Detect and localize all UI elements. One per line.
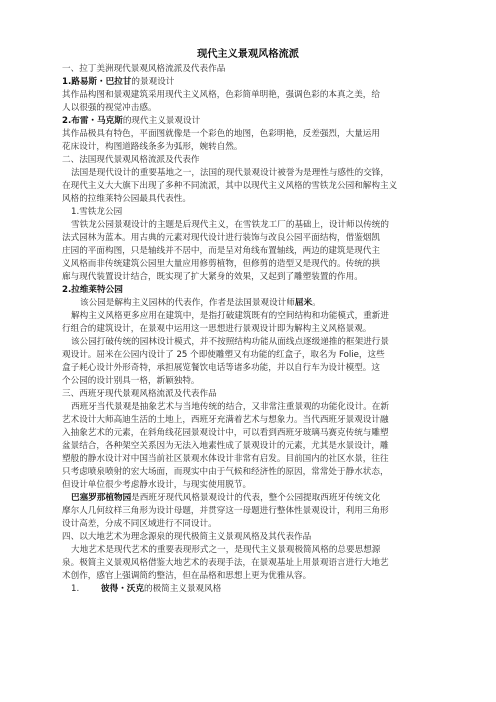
text-line: 人以很强的视觉冲击感。 <box>62 103 157 113</box>
text-line: 庄园的平面构图，只是轴线并不居中，而是呈对角线布置轴线，两边的建筑是现代主 <box>62 246 380 256</box>
subheading-text: 2.拉维莱特公园 <box>62 285 123 295</box>
text-line: 风格的拉维莱特公园最具代表性。 <box>62 194 191 204</box>
text-fragment: 。 <box>312 298 321 308</box>
document-title: 现代主义景观风格流派 <box>197 49 299 60</box>
subheading-text: 的极简主义景观风格 <box>143 584 222 594</box>
park-name: 巴塞罗那植物园 <box>71 493 132 503</box>
text-line: 大地艺术是现代艺术的重要表现形式之一，是现代主义景观极简风格的总要思想源 <box>71 545 381 555</box>
text-line: 该公园打破传统的园林设计模式，并不按照结构功能从面线点逐级递推的框架进行景 <box>71 337 389 347</box>
text-line: 观设计。屈米在公园内设计了 25 个即使雕塑又有功能的红盒子，取名为 Folie，这些 <box>62 350 385 360</box>
text-line: 术创作，感官上强调简约整洁，但在品格和思想上更为优雅从容。 <box>62 571 312 581</box>
paragraph <box>62 297 434 388</box>
text-line: 泉。极简主义景观风格借鉴大地艺术的表现手法，在景观基址上用景观语言进行大地艺 <box>62 558 389 568</box>
subheading-barragan <box>62 76 434 89</box>
text-line: 其作品极具有特色，平面图就像是一个彩色的地图，色彩明艳，反差强烈，大量运用 <box>62 129 380 139</box>
text-fragment: 是西班牙现代风格景观设计的代表，整个公园提取西班牙传统文化 <box>131 493 381 503</box>
subheading-text: 的现代主义景观设计 <box>122 116 201 126</box>
text-line: 义风格而非传统建筑公园里大量应用修剪植物，但修剪的造型又是现代的。传统的拱 <box>62 259 380 269</box>
text-line: 设计高差，分成不同区域进行不同设计。 <box>62 519 217 529</box>
subheading-burle-marx <box>62 115 434 128</box>
paragraph <box>62 492 434 531</box>
text-line: 在现代主义大大旗下出现了多种不同流派，其中以现代主义风格的雪铁龙公园和解构主义 <box>62 181 398 191</box>
text-line: 花床设计，构图道路线条多为弧形，婉转自然。 <box>62 142 243 152</box>
text-line: 个公园的设计别具一格，新颖独特。 <box>62 376 200 386</box>
section-heading-latin-america: 一、拉丁美洲现代景观风格流派及代表作品 <box>62 64 226 74</box>
section-heading-spain: 三、西班牙现代景观风格流派及代表作品 <box>62 389 217 399</box>
paragraph <box>62 167 434 206</box>
text-line: 艺术设计大师高迪生活的土地上，西班牙充满着艺术与想象力。当代西班牙景观设计融 <box>62 415 389 425</box>
text-line: 西班牙当代景观是抽象艺术与当地传统的结合，又非常注重景观的功能化设计。在新 <box>71 402 389 412</box>
text-fragment: 该公园是解构主义园林的代表作，作者是法国景观设计师 <box>80 298 295 308</box>
text-line: 雪铁龙公园景观设计的主题是后现代主义，在雪铁龙工厂的基础上，设计师以传统的 <box>71 220 389 230</box>
text-line: 塑般的静水设计对中国当前社区景观水体设计非常有启发。目前国内的社区水景，往往 <box>62 454 389 464</box>
text-line: 解构主义风格更多应用在建筑中，是指打破建筑既有的空间结构和功能模式，重新进 <box>71 311 389 321</box>
designer-name: 屈米 <box>294 298 313 308</box>
text-line: 其作品构图和景观建筑采用现代主义风格，色彩简单明艳，强调色彩的本真之美，给 <box>62 90 380 100</box>
section-heading-france: 二、法国现代景观风格流派及代表作 <box>62 155 200 165</box>
text-line <box>62 492 434 505</box>
designer-name: 1.路易斯・巴拉甘 <box>62 77 132 87</box>
paragraph <box>62 219 434 284</box>
text-line: 盒子耗心设计外形奇特，承担展览餐饮电话等诸多功能，并以自行车为设计模型。这 <box>62 363 380 373</box>
designer-name: 2.布雷・马克斯 <box>62 116 123 126</box>
text-line: 行组合的建筑设计，在景观中运用这一思想进行景观设计即为解构主义风格景观。 <box>62 324 372 334</box>
paragraph <box>62 128 434 154</box>
text-line: 盆景结合，各种架空关系因为无法入地素性成了景观设计的元素，尤其是水景设计，雕 <box>62 441 389 451</box>
text-line: 只考虑喷泉喷射的宏大场面，而现实中由于气候和经济性的原因，常常处于静水状态， <box>62 467 389 477</box>
paragraph <box>62 401 434 492</box>
list-number: 1. <box>71 584 80 594</box>
text-line: 入抽象艺术的元素，在斜角线花园景观设计中，可以看到西班牙玻璃马赛克传统与雕塑 <box>62 428 389 438</box>
section-heading-minimalism: 四、以大地艺术为理念源泉的现代极简主义景观风格及其代表作品 <box>62 532 312 542</box>
paragraph <box>62 89 434 115</box>
subheading-text: 的景观设计 <box>131 77 175 87</box>
text-line: 但设计单位很少考虑静水设计，与现实使用脱节。 <box>62 480 252 490</box>
text-line <box>62 297 434 310</box>
text-line: 廊与现代装置设计结合，既实现了扩大紧身的效果，又起到了雕塑装置的作用。 <box>62 272 363 282</box>
paragraph <box>62 544 434 583</box>
subheading-citroen-park: 1.雪铁龙公园 <box>71 207 123 217</box>
text-line: 法式园林为蓝本。用古典的元素对现代设计进行装饰与改良公园平面结构，借鉴烟凯 <box>62 233 380 243</box>
subheading-peter-walker <box>62 583 434 596</box>
subheading-la-villette <box>62 284 434 297</box>
designer-name: 彼得・沃克 <box>101 584 144 594</box>
text-line: 摩尔人几何纹样三角形为设计母题，并贯穿这一母题进行整体性景观设计，利用三角形 <box>62 506 389 516</box>
text-line: 法国是现代设计的重要基地之一，法国的现代景观设计被誉为是理性与感性的交锋， <box>71 168 389 178</box>
